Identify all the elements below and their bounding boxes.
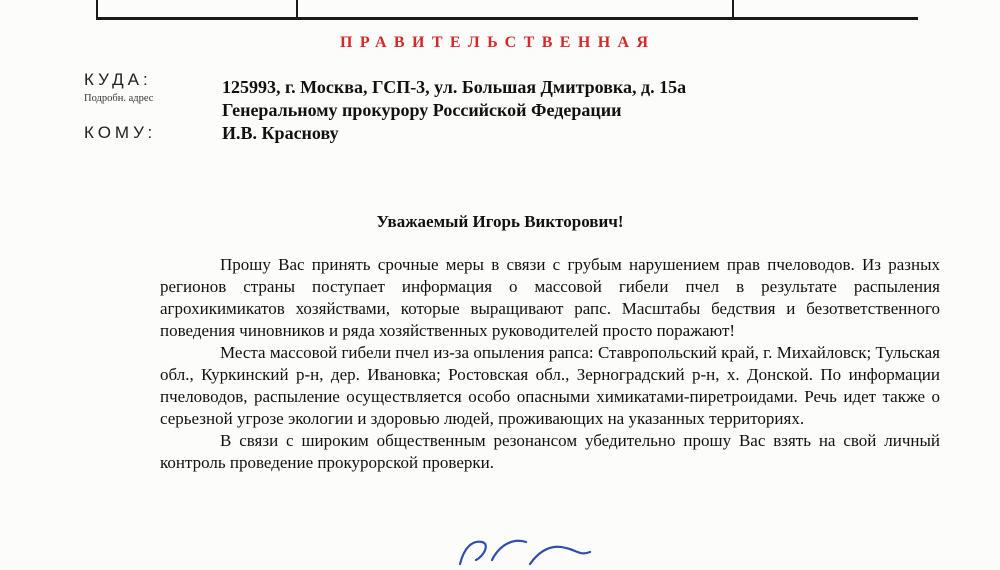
telegram-category-header: ПРАВИТЕЛЬСТВЕННАЯ bbox=[340, 34, 656, 51]
salutation: Уважаемый Игорь Викторович! bbox=[376, 212, 624, 231]
form-top-border bbox=[96, 0, 918, 20]
form-divider bbox=[732, 0, 734, 18]
whom-label: КОМУ: bbox=[84, 123, 157, 142]
form-divider bbox=[296, 0, 298, 18]
handwritten-signature bbox=[430, 530, 670, 570]
signature-stroke bbox=[460, 541, 590, 564]
letter-paragraph: Места массовой гибели пчел из-за опыления рапса: Ставропольский край, г. Михайловск; Тульская обл., Куркинский р-н, дер. Ивановка; Ростовская обл., Зерноградский р-н, х. Донской. По информации пчеловодов, распыление осуществляется особо опасными химикатами-пиретроидами. Речь идет также о серьезной угрозе экологии и здоровью людей, проживающих на указанных территориях. bbox=[160, 343, 940, 428]
letter-body bbox=[160, 254, 940, 474]
to-sub-label: Подробн. адрес bbox=[84, 93, 154, 104]
recipient-address: 125993, г. Москва, ГСП-3, ул. Большая Дмитровка, д. 15а bbox=[222, 77, 687, 97]
recipient-organization: Генеральному прокурору Российской Федерации bbox=[222, 100, 622, 120]
letter-paragraph: В связи с широким общественным резонансом убедительно прошу Вас взять на свой личный контроль проведение прокурорской проверки. bbox=[160, 431, 940, 472]
letter-paragraph: Прошу Вас принять срочные меры в связи с грубым нарушением прав пчеловодов. Из разных регионов страны поступает информация о массовой гибели пчел в результате распыления агрохикимикатов хозяйствами, которые выращивают рапс. Масштабы бедствия и безответственного поведения чиновников и ряда хозяйственных руководителей просто поражают! bbox=[160, 255, 940, 340]
to-label: КУДА: bbox=[84, 70, 152, 89]
form-divider bbox=[96, 0, 98, 18]
recipient-name: И.В. Краснову bbox=[222, 123, 339, 143]
